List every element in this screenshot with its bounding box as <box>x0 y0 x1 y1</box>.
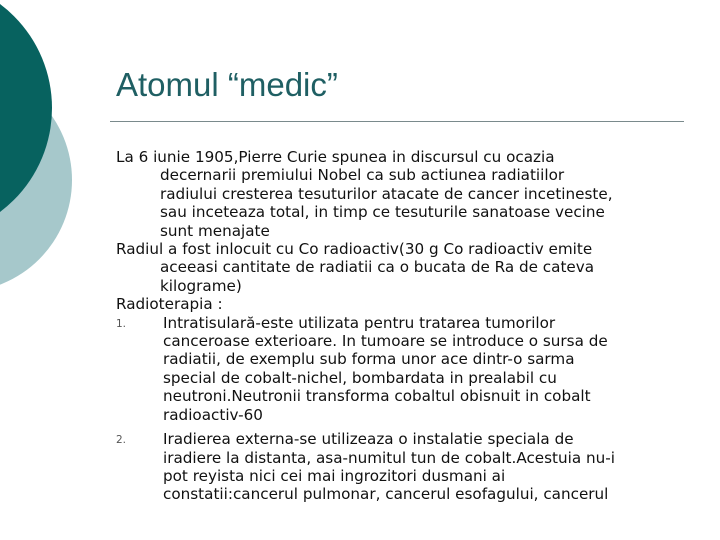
paragraph-radium <box>116 240 676 295</box>
title-divider <box>110 121 684 122</box>
list-line: constatii:cancerul pulmonar, cancerul esofagului, cancerul <box>163 485 609 504</box>
list-line: canceroase exterioare. In tumoare se introduce o sursa de <box>163 332 608 351</box>
list-number: 1. <box>116 317 127 330</box>
paragraph-line: aceeasi cantitate de radiatii ca o bucata de Ra de cateva <box>160 258 595 277</box>
paragraph-line: sunt menajate <box>160 221 270 240</box>
slide-body <box>116 148 676 504</box>
list-line: neutroni.Neutronii transforma cobaltul obisnuit in cobalt <box>163 387 591 406</box>
list-line: pot reyista nici cei mai ingrozitori dusmani ai <box>163 466 506 485</box>
list-number: 2. <box>116 434 127 447</box>
list-line: radiatii, de exemplu sub forma unor ace dintr-o sarma <box>163 350 575 369</box>
paragraph-line: sau inceteaza total, in timp ce tesuturile sanatoase vecine <box>160 203 605 222</box>
list-line: special de cobalt-nichel, bombardata in prealabil cu <box>163 368 557 387</box>
list-item <box>116 430 676 504</box>
list-line: Intratisulară-este utilizata pentru tratarea tumorilor <box>163 313 556 332</box>
list-line: Iradierea externa-se utilizeaza o instalatie speciala de <box>163 430 574 449</box>
paragraph-line: Radiul a fost inlocuit cu Co radioactiv(30 g Co radioactiv emite <box>116 240 593 259</box>
paragraph-line: Radioterapia : <box>116 295 223 314</box>
decorative-circles-graphic <box>0 0 110 300</box>
paragraph-radioterapia <box>116 295 676 313</box>
decorative-circles <box>0 0 110 300</box>
list-line: radioactiv-60 <box>163 405 263 424</box>
paragraph-curie <box>116 148 676 240</box>
paragraph-line: kilograme) <box>160 276 242 295</box>
paragraph-line: radiului cresterea tesuturilor atacate de cancer incetineste, <box>160 184 613 203</box>
paragraph-line: decernarii premiului Nobel ca sub actiunea radiatiilor <box>160 166 565 185</box>
paragraph-line: La 6 iunie 1905,Pierre Curie spunea in discursul cu ocazia <box>116 148 555 166</box>
slide-title: Atomul “medic” <box>116 66 338 103</box>
list-line: iradiere la distanta, asa-numitul tun de cobalt.Acestuia nu-i <box>163 448 615 467</box>
list-item <box>116 314 676 424</box>
